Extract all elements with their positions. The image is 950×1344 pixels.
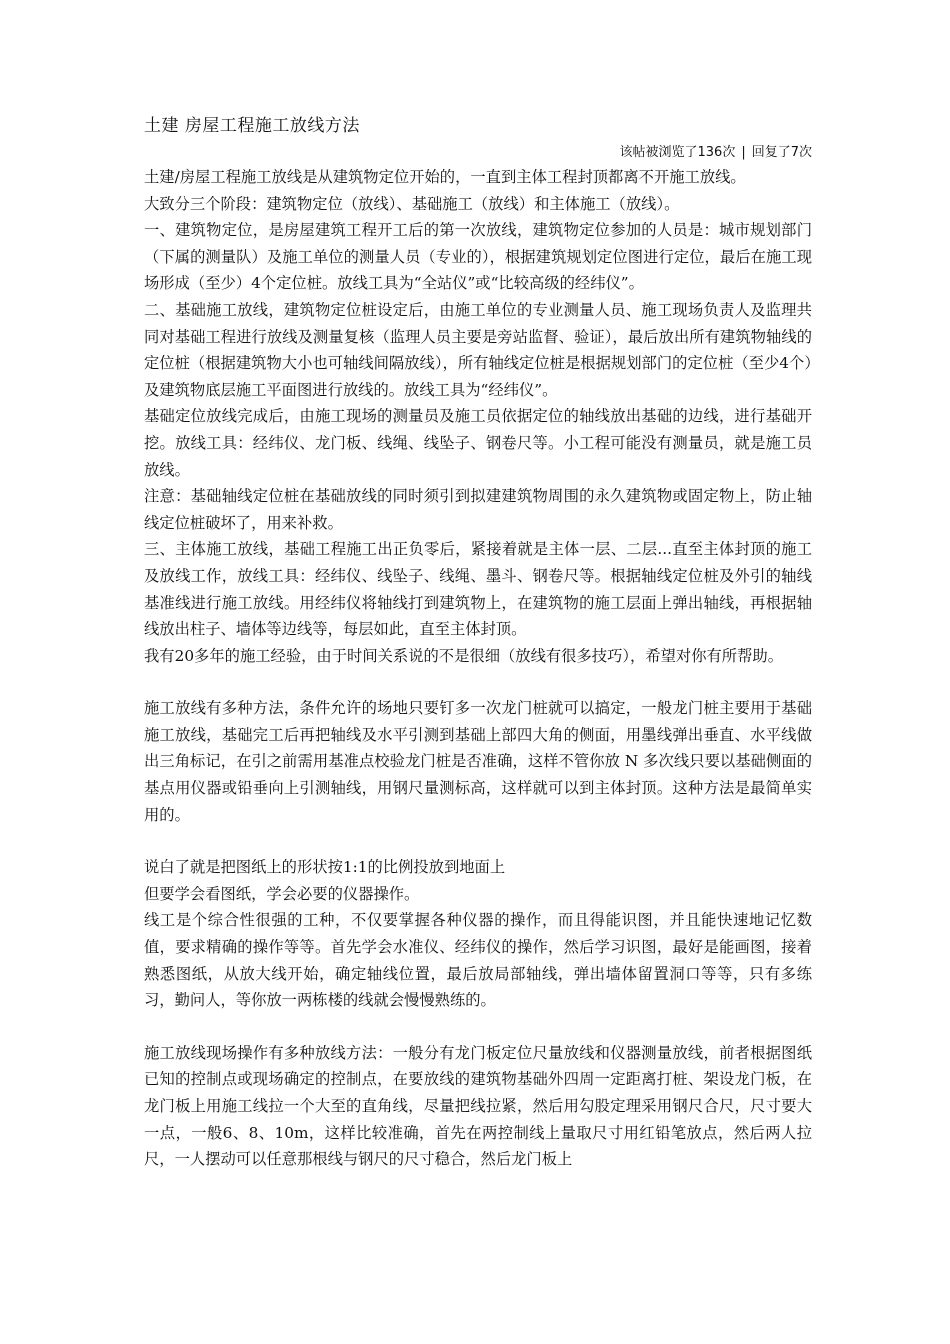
post-stats: [144, 142, 812, 164]
paragraph: 三、主体施工放线，基础工程施工出正负零后，紧接着就是主体一层、二层...直至主体封顶的施工及放线工作，放线工具：经纬仪、线坠子、线绳、墨斗、钢卷尺等。根据轴线定位桩及外引的轴线基准线进行施工放线。用经纬仪将轴线打到建筑物上，在建筑物的施工层面上弹出轴线，再根据轴线放出柱子、墙体等边线等，每层如此，直至主体封顶。: [144, 540, 812, 639]
section-gap: [144, 1014, 812, 1040]
paragraph: 说白了就是把图纸上的形状按1:1的比例投放到地面上: [144, 858, 506, 877]
paragraph: 线工是个综合性很强的工种，不仅要掌握各种仪器的操作，而且得能识图，并且能快速地记忆数值，要求精确的操作等等。首先学会水准仪、经纬仪的操作，然后学习识图，最好是能画图，接着熟悉图纸，从放大线开始，确定轴线位置，最后放局部轴线，弹出墙体留置洞口等等，只有多练习，勤问人，等你放一两栋楼的线就会慢慢熟练的。: [144, 911, 812, 1010]
answer-section-1: [144, 164, 812, 669]
paragraph: 施工放线现场操作有多种放线方法：一般分有龙门板定位尺量放线和仪器测量放线，前者根据图纸已知的控制点或现场确定的控制点，在要放线的建筑物基础外四周一定距离打桩、架设龙门板，在龙门板上用施工线拉一个大至的直角线，尽量把线拉紧，然后用勾股定理采用钢尺合尺，尺寸要大一点，一般6、8、10m，这样比较准确，首先在两控制线上量取尺寸用红铅笔放点，然后两人拉尺，一人摆动可以任意那根线与钢尺的尺寸稳合，然后龙门板上: [144, 1043, 812, 1169]
article-title: 土建 房屋工程施工放线方法: [144, 116, 360, 136]
answer-section-2: [144, 695, 812, 828]
section-gap: [144, 828, 812, 854]
paragraph: 注意：基础轴线定位桩在基础放线的同时须引到拟建建筑物周围的永久建筑物或固定物上，防止轴线定位桩破坏了，用来补救。: [144, 487, 812, 532]
paragraph: 施工放线有多种方法，条件允许的场地只要钉多一次龙门桩就可以搞定，一般龙门桩主要用于基础施工放线，基础完工后再把轴线及水平引测到基础上部四大角的侧面，用墨线弹出垂直、水平线做出三角标记，在引之前需用基准点校验龙门桩是否准确，这样不管你放 N 多次线只要以基础侧面的基点用仪器或铅垂向上引测轴线，用钢尺量测标高，这样就可以到主体封顶。这种方法是最简单实用的。: [144, 699, 812, 824]
paragraph: 二、基础施工放线，建筑物定位桩设定后，由施工单位的专业测量人员、施工现场负责人及监理共同对基础工程进行放线及测量复核（监理人员主要是旁站监督、验证），最后放出所有建筑物轴线的定位桩（根据建筑物大小也可轴线间隔放线），所有轴线定位桩是根据规划部门的定位桩（至少4个）及建筑物底层施工平面图进行放线的。放线工具为“经纬仪”。: [144, 300, 812, 399]
paragraph: 但要学会看图纸，学会必要的仪器操作。: [144, 884, 420, 903]
answer-section-3: [144, 854, 812, 1014]
answer-section-4: [144, 1040, 812, 1173]
paragraph: 一、建筑物定位，是房屋建筑工程开工后的第一次放线，建筑物定位参加的人员是：城市规划部门（下属的测量队）及施工单位的测量人员（专业的），根据建筑规划定位图进行定位，最后在施工现场形成（至少）4个定位桩。放线工具为“全站仪”或“比较高级的经纬仪”。: [144, 221, 812, 293]
paragraph: 我有20多年的施工经验，由于时间关系说的不是很细（放线有很多技巧），希望对你有所帮助。: [144, 646, 783, 665]
view-count: 该帖被浏览了136次: [619, 145, 736, 160]
reply-count: 回复了7次: [751, 145, 812, 160]
paragraph: 基础定位放线完成后，由施工现场的测量员及施工员依据定位的轴线放出基础的边线，进行基础开挖。放线工具：经纬仪、龙门板、线绳、线坠子、钢卷尺等。小工程可能没有测量员，就是施工员放线。: [144, 407, 812, 479]
article: [144, 112, 812, 1173]
paragraph: 大致分三个阶段：建筑物定位（放线）、基础施工（放线）和主体施工（放线）。: [144, 194, 680, 213]
stats-separator: |: [741, 145, 746, 160]
section-gap: [144, 669, 812, 695]
paragraph: 土建/房屋工程施工放线是从建筑物定位开始的，一直到主体工程封顶都离不开施工放线。: [144, 168, 746, 186]
